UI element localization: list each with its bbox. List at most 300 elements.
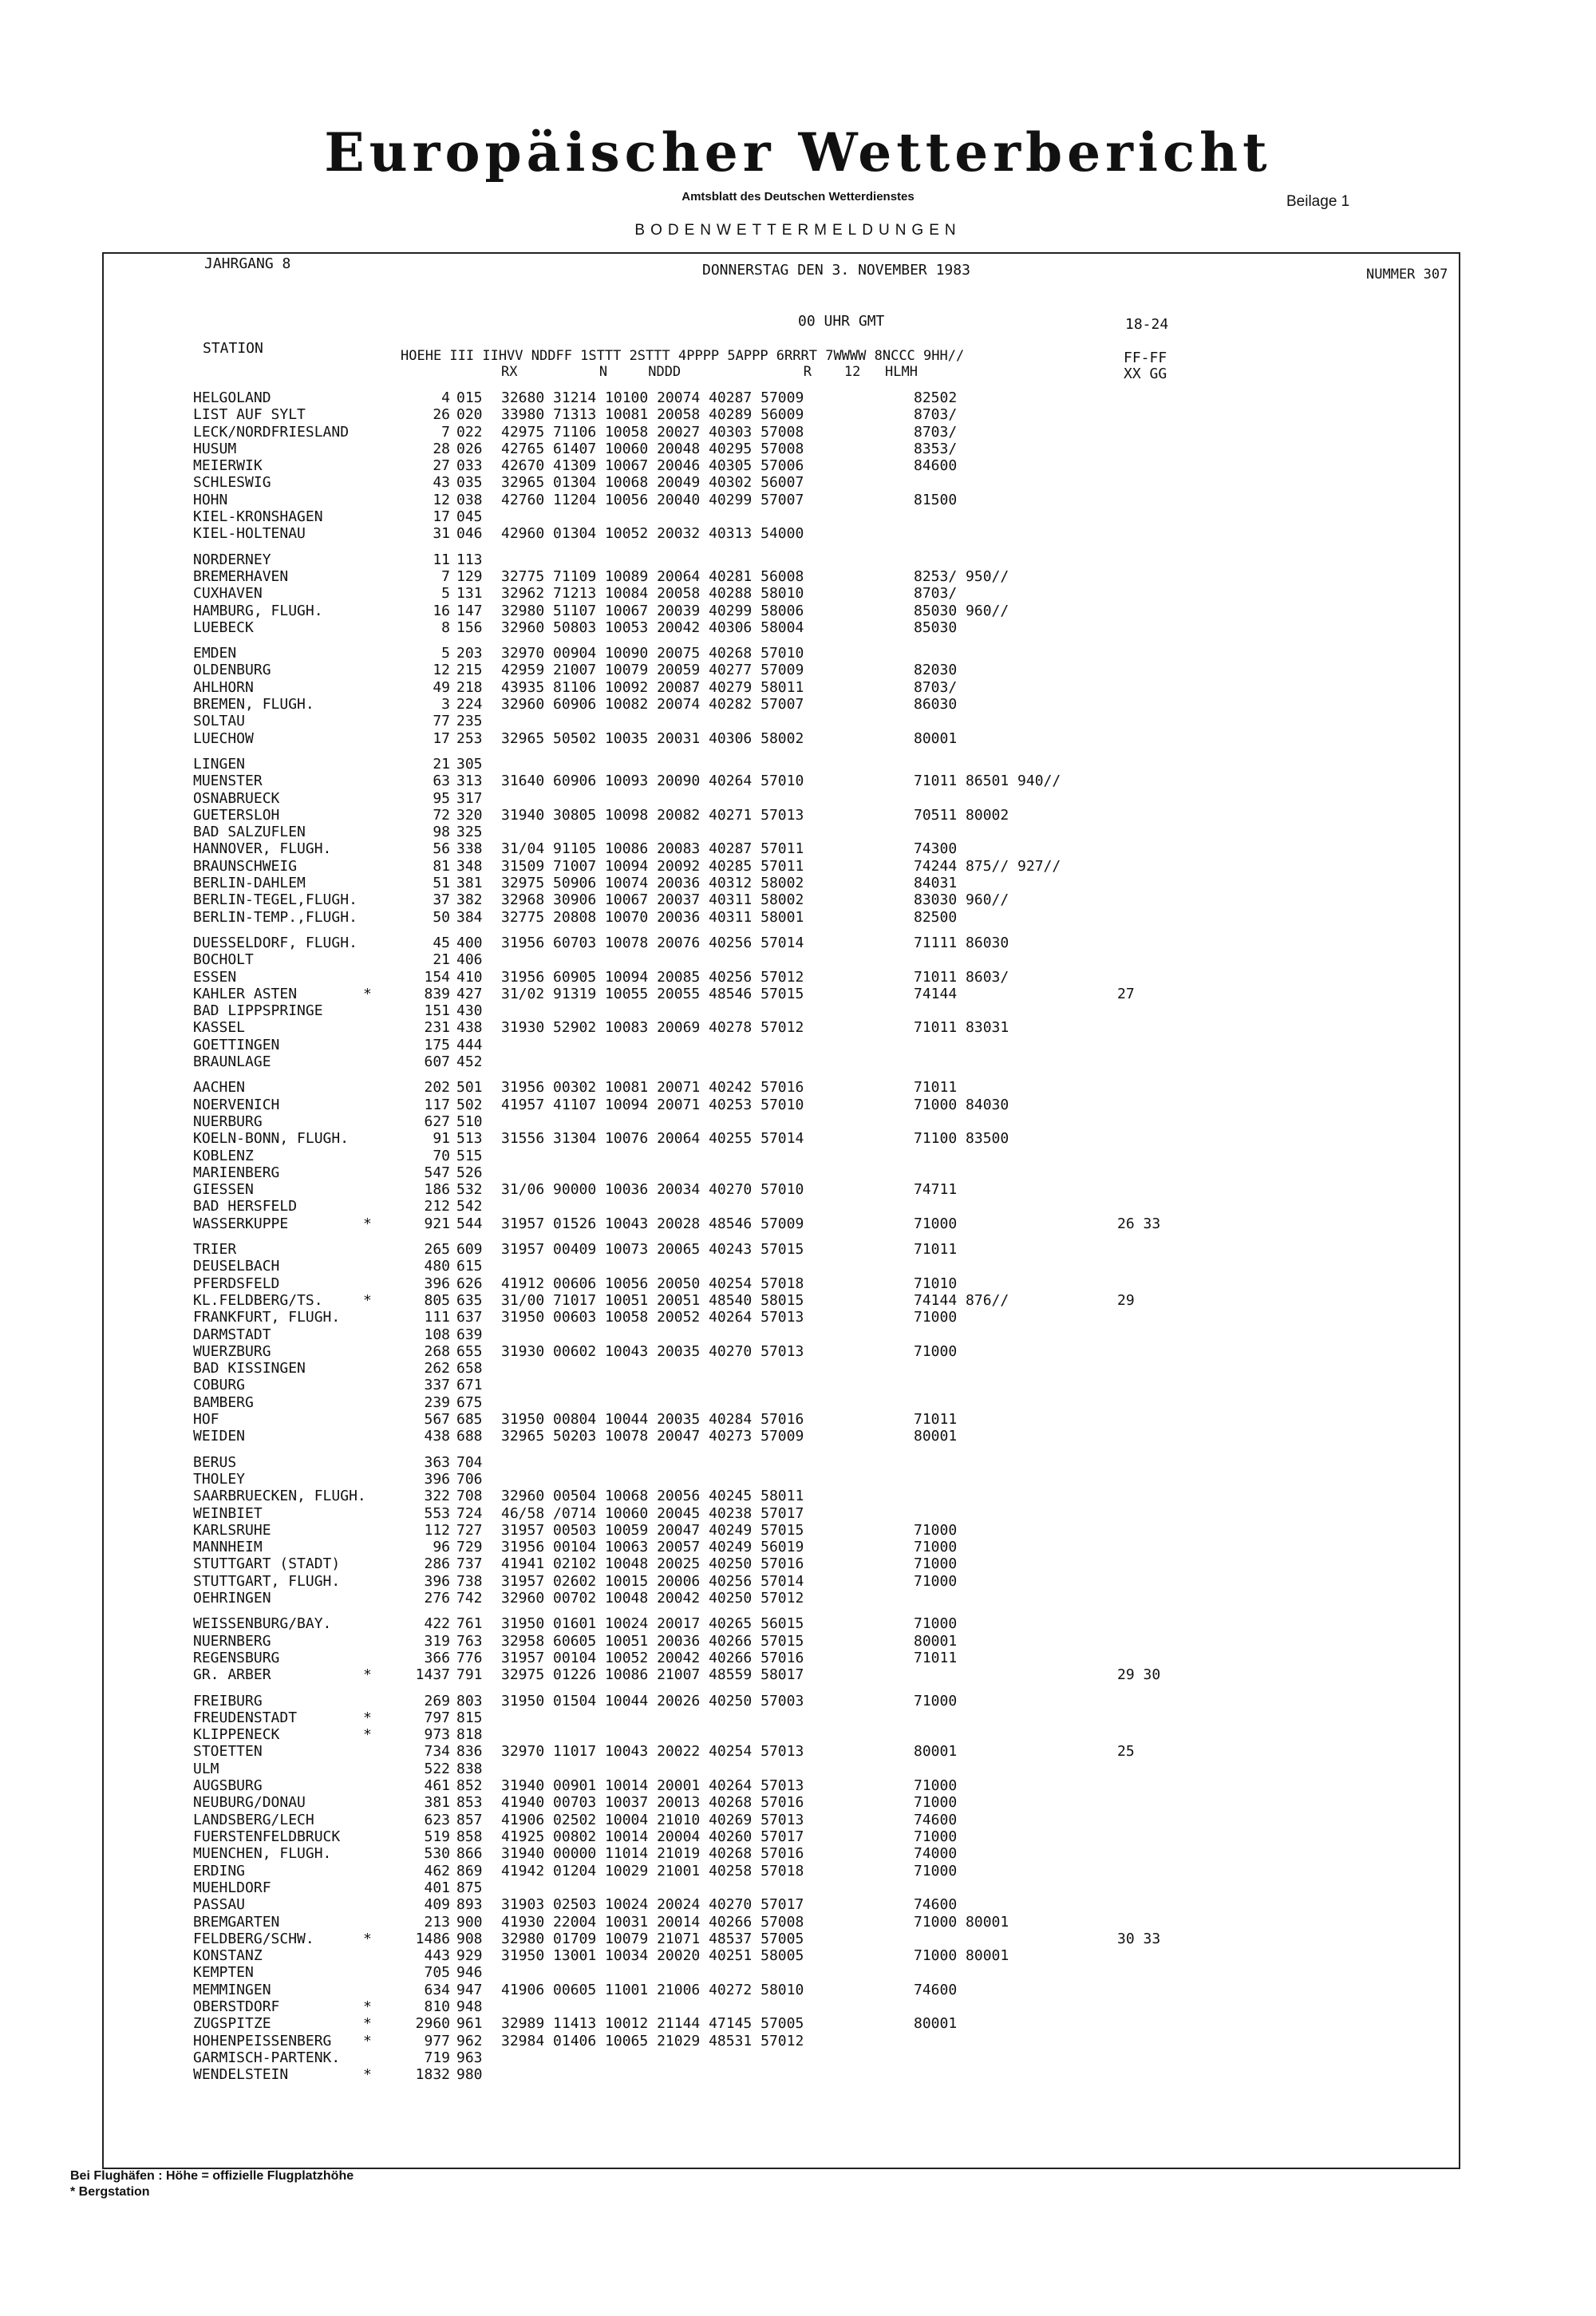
station-height: 37 [433,891,450,908]
station-height: 719 [424,2049,450,2066]
synop-codes: 31556 31304 10076 20064 40255 57014 [501,1130,804,1147]
station-number: 838 [456,1761,483,1777]
station-number: 313 [456,773,483,789]
station-name: OSNABRUECK [193,790,280,807]
station-number: 946 [456,1964,483,1981]
synop-codes: 32958 60605 10051 20036 40266 57015 [501,1633,804,1650]
station-name: GOETTINGEN [193,1037,280,1053]
synop-codes: 31950 00804 10044 20035 40284 57016 [501,1411,804,1428]
station-number: 444 [456,1037,483,1053]
station-number: 015 [456,389,483,406]
station-height: 443 [424,1947,450,1964]
station-number: 502 [456,1097,483,1113]
extra-groups: 71000 [914,1309,958,1326]
station-number: 406 [456,951,483,968]
station-height: 322 [424,1488,450,1504]
station-height: 705 [424,1964,450,1981]
station-name: OBERSTDORF [193,1998,280,2015]
mountain-station-marker: * [363,1726,372,1743]
station-name: REGENSBURG [193,1650,280,1666]
station-name: MEMMINGEN [193,1982,271,1998]
station-height: 396 [424,1471,450,1488]
synop-codes: 31940 30805 10098 20082 40271 57013 [501,807,804,824]
extra-groups: 80001 [914,730,958,747]
station-height: 530 [424,1845,450,1862]
synop-codes: 32970 00904 10090 20075 40268 57010 [501,645,804,662]
extra-groups: 71000 80001 [914,1947,1009,1964]
station-number: 947 [456,1982,483,1998]
synop-codes: 31940 00000 11014 21019 40268 57016 [501,1845,804,1862]
station-height: 231 [424,1019,450,1036]
station-height: 810 [424,1998,450,2015]
station-name: KEMPTEN [193,1964,254,1981]
extra-groups: 74300 [914,840,958,857]
station-height: 363 [424,1454,450,1471]
mountain-station-marker: * [363,986,372,1002]
extra-groups: 74000 [914,1845,958,1862]
station-name: HAMBURG, FLUGH. [193,603,323,619]
station-height: 17 [433,730,450,747]
synop-codes: 31957 02602 10015 20006 40256 57014 [501,1573,804,1590]
synop-codes: 31640 60906 10093 20090 40264 57010 [501,773,804,789]
station-name: PASSAU [193,1896,246,1913]
extra-groups: 71011 [914,1650,958,1666]
station-name: TRIER [193,1241,237,1258]
station-name: MARIENBERG [193,1164,280,1181]
station-name: ZUGSPITZE [193,2015,271,2032]
extra-groups: 71000 [914,1539,958,1555]
station-name: NORDERNEY [193,551,271,568]
station-number: 253 [456,730,483,747]
station-number: 129 [456,568,483,585]
synop-codes: 41957 41107 10094 20071 40253 57010 [501,1097,804,1113]
station-height: 21 [433,951,450,968]
station-height: 95 [433,790,450,807]
wind-gusts: 27 [1117,986,1135,1002]
station-name: BOCHOLT [193,951,254,968]
extra-groups: 86030 [914,696,958,713]
station-height: 396 [424,1573,450,1590]
station-height: 212 [424,1198,450,1215]
synop-codes: 31957 00503 10059 20047 40249 57015 [501,1522,804,1539]
extra-groups: 80001 [914,1633,958,1650]
station-height: 401 [424,1879,450,1896]
extra-groups: 74244 875// 927// [914,858,1061,875]
page-title: Europäischer Wetterbericht [324,121,1272,184]
station-number: 615 [456,1258,483,1275]
station-number: 729 [456,1539,483,1555]
synop-codes: 31930 00602 10043 20035 40270 57013 [501,1343,804,1360]
station-name: LUECHOW [193,730,254,747]
extra-groups: 71000 84030 [914,1097,1009,1113]
synop-codes: 32980 01709 10079 21071 48537 57005 [501,1931,804,1947]
station-height: 422 [424,1615,450,1632]
station-name: ULM [193,1761,219,1777]
station-number: 452 [456,1053,483,1070]
station-name: NUERBURG [193,1113,263,1130]
station-height: 553 [424,1505,450,1522]
station-name: WUERZBURG [193,1343,271,1360]
extra-groups: 74600 [914,1896,958,1913]
column-header-line2: RX N NDDD R 12 HLMH [501,364,918,380]
extra-groups: 71111 86030 [914,935,1009,951]
page-subtitle: Amtsblatt des Deutschen Wetterdienstes [681,190,915,204]
station-number: 501 [456,1079,483,1096]
station-height: 151 [424,1002,450,1019]
station-number: 853 [456,1794,483,1811]
station-number: 156 [456,619,483,636]
station-name: BAD HERSFELD [193,1198,298,1215]
station-number: 022 [456,424,483,441]
station-height: 567 [424,1411,450,1428]
station-name: WASSERKUPPE [193,1215,289,1232]
mountain-station-marker: * [363,1292,372,1309]
station-height: 337 [424,1377,450,1393]
station-name: HANNOVER, FLUGH. [193,840,332,857]
station-number: 763 [456,1633,483,1650]
station-name: AUGSBURG [193,1777,263,1794]
station-name: SAARBRUECKEN, FLUGH. [193,1488,366,1504]
synop-codes: 41930 22004 10031 20014 40266 57008 [501,1914,804,1931]
station-number: 215 [456,662,483,678]
station-name: MUENCHEN, FLUGH. [193,1845,332,1862]
station-name: BERUS [193,1454,237,1471]
synop-codes: 31956 00104 10063 20057 40249 56019 [501,1539,804,1555]
station-name: NEUBURG/DONAU [193,1794,306,1811]
station-height: 63 [433,773,450,789]
station-height: 98 [433,824,450,840]
station-number: 427 [456,986,483,1002]
station-number: 818 [456,1726,483,1743]
station-number: 929 [456,1947,483,1964]
station-number: 218 [456,679,483,696]
observation-time: 00 UHR GMT [798,313,885,330]
mountain-station-marker: * [363,1215,372,1232]
station-height: 16 [433,603,450,619]
synop-codes: 42760 11204 10056 20040 40299 57007 [501,492,804,508]
station-number: 410 [456,969,483,986]
station-height: 5 [441,585,450,602]
station-height: 627 [424,1113,450,1130]
extra-groups: 8703/ [914,424,958,441]
station-height: 154 [424,969,450,986]
synop-codes: 31950 01504 10044 20026 40250 57003 [501,1693,804,1709]
station-name: MUEHLDORF [193,1879,271,1896]
station-name: KIEL-HOLTENAU [193,525,306,542]
station-number: 113 [456,551,483,568]
station-name: HOF [193,1411,219,1428]
station-name: HUSUM [193,441,237,457]
station-name: DEUSELBACH [193,1258,280,1275]
extra-groups: 71000 [914,1794,958,1811]
beilage-label: Beilage 1 [1286,193,1350,210]
extra-groups: 71100 83500 [914,1130,1009,1147]
extra-groups: 71000 [914,1573,958,1590]
station-name: PFERDSFELD [193,1275,280,1292]
synop-codes: 32965 01304 10068 20049 40302 56007 [501,474,804,491]
station-number: 033 [456,457,483,474]
station-name: CUXHAVEN [193,585,263,602]
extra-groups: 80001 [914,1428,958,1445]
station-name: SOLTAU [193,713,246,729]
station-name: SCHLESWIG [193,474,271,491]
station-number: 224 [456,696,483,713]
synop-codes: 31956 60905 10094 20085 40256 57012 [501,969,804,986]
station-number: 325 [456,824,483,840]
station-number: 742 [456,1590,483,1607]
station-name: GR. ARBER [193,1666,271,1683]
extra-groups: 71011 83031 [914,1019,1009,1036]
station-height: 91 [433,1130,450,1147]
station-name: FRANKFURT, FLUGH. [193,1309,341,1326]
station-name: KLIPPENECK [193,1726,280,1743]
station-height: 12 [433,492,450,508]
station-name: GUETERSLOH [193,807,280,824]
station-height: 319 [424,1633,450,1650]
station-height: 409 [424,1896,450,1913]
period-label: 18-24 [1125,316,1169,333]
station-height: 3 [441,696,450,713]
station-name: BREMEN, FLUGH. [193,696,314,713]
synop-codes: 42975 71106 10058 20027 40303 57008 [501,424,804,441]
synop-codes: 41912 00606 10056 20050 40254 57018 [501,1275,804,1292]
station-height: 51 [433,875,450,891]
extra-groups: 71000 [914,1828,958,1845]
station-number: 727 [456,1522,483,1539]
station-height: 81 [433,858,450,875]
station-name: BERLIN-TEGEL,FLUGH. [193,891,358,908]
station-name: LINGEN [193,756,246,773]
extra-groups: 71000 [914,1863,958,1879]
station-height: 72 [433,807,450,824]
synop-codes: 32975 50906 10074 20036 40312 58002 [501,875,804,891]
station-height: 56 [433,840,450,857]
extra-groups: 71000 [914,1215,958,1232]
column-ff2: XX GG [1124,366,1167,382]
station-number: 738 [456,1573,483,1590]
station-name: KAHLER ASTEN [193,986,298,1002]
synop-codes: 32680 31214 10100 20074 40287 57009 [501,389,804,406]
station-number: 961 [456,2015,483,2032]
station-number: 893 [456,1896,483,1913]
station-number: 338 [456,840,483,857]
station-name: ESSEN [193,969,237,986]
station-name: MANNHEIM [193,1539,263,1555]
synop-codes: 31956 00302 10081 20071 40242 57016 [501,1079,804,1096]
station-height: 21 [433,756,450,773]
extra-groups: 81500 [914,492,958,508]
station-height: 1486 [415,1931,450,1947]
synop-codes: 31/00 71017 10051 20051 48540 58015 [501,1292,804,1309]
station-number: 737 [456,1555,483,1572]
station-height: 45 [433,935,450,951]
station-number: 513 [456,1130,483,1147]
station-height: 77 [433,713,450,729]
station-number: 655 [456,1343,483,1360]
station-name: FREIBURG [193,1693,263,1709]
wind-gusts: 26 33 [1117,1215,1161,1232]
synop-codes: 42960 01304 10052 20032 40313 54000 [501,525,804,542]
station-height: 623 [424,1812,450,1828]
station-name: STUTTGART (STADT) [193,1555,341,1572]
station-number: 671 [456,1377,483,1393]
station-name: WEIDEN [193,1428,246,1445]
station-name: KASSEL [193,1019,246,1036]
synop-codes: 32775 20808 10070 20036 40311 58001 [501,909,804,926]
station-number: 815 [456,1709,483,1726]
station-height: 462 [424,1863,450,1879]
synop-codes: 31940 00901 10014 20001 40264 57013 [501,1777,804,1794]
station-number: 637 [456,1309,483,1326]
wind-gusts: 25 [1117,1743,1135,1760]
station-name: OEHRINGEN [193,1590,271,1607]
station-name: BAD KISSINGEN [193,1360,306,1377]
synop-codes: 42765 61407 10060 20048 40295 57008 [501,441,804,457]
station-height: 366 [424,1650,450,1666]
station-number: 704 [456,1454,483,1471]
station-height: 269 [424,1693,450,1709]
station-number: 685 [456,1411,483,1428]
station-name: WEISSENBURG/BAY. [193,1615,332,1632]
issue-number: NUMMER 307 [1366,267,1448,283]
station-name: COBURG [193,1377,246,1393]
synop-codes: 32775 71109 10089 20064 40281 56008 [501,568,804,585]
station-height: 50 [433,909,450,926]
synop-codes: 32989 11413 10012 21144 47145 57005 [501,2015,804,2032]
station-name: AHLHORN [193,679,254,696]
station-number: 900 [456,1914,483,1931]
station-height: 112 [424,1522,450,1539]
station-number: 724 [456,1505,483,1522]
synop-codes: 31950 00603 10058 20052 40264 57013 [501,1309,804,1326]
station-number: 046 [456,525,483,542]
station-number: 791 [456,1666,483,1683]
station-height: 7 [441,568,450,585]
station-name: WEINBIET [193,1505,263,1522]
station-number: 430 [456,1002,483,1019]
station-height: 2960 [415,2015,450,2032]
station-name: THOLEY [193,1471,246,1488]
station-name: EMDEN [193,645,237,662]
station-height: 396 [424,1275,450,1292]
station-name: HELGOLAND [193,389,271,406]
station-height: 8 [441,619,450,636]
station-name: MUENSTER [193,773,263,789]
station-name: WENDELSTEIN [193,2066,289,2083]
station-number: 400 [456,935,483,951]
synop-codes: 32960 00702 10048 20042 40250 57012 [501,1590,804,1607]
station-name: DARMSTADT [193,1326,271,1343]
extra-groups: 71000 [914,1555,958,1572]
station-height: 438 [424,1428,450,1445]
station-height: 49 [433,679,450,696]
station-name: BRAUNSCHWEIG [193,858,298,875]
station-height: 1437 [415,1666,450,1683]
synop-codes: 31930 52902 10083 20069 40278 57012 [501,1019,804,1036]
extra-groups: 71000 [914,1777,958,1794]
station-number: 235 [456,713,483,729]
station-number: 908 [456,1931,483,1947]
station-number: 038 [456,492,483,508]
station-number: 761 [456,1615,483,1632]
extra-groups: 83030 960// [914,891,1009,908]
station-number: 131 [456,585,483,602]
station-name: KONSTANZ [193,1947,263,1964]
station-height: 7 [441,424,450,441]
station-height: 276 [424,1590,450,1607]
extra-groups: 71000 [914,1343,958,1360]
station-number: 980 [456,2066,483,2083]
extra-groups: 70511 80002 [914,807,1009,824]
extra-groups: 74144 [914,986,958,1002]
station-name: GARMISCH-PARTENK. [193,2049,341,2066]
footnote-airport: Bei Flughäfen : Höhe = offizielle Flugplatzhöhe [70,2169,354,2183]
station-name: NUERNBERG [193,1633,271,1650]
station-number: 866 [456,1845,483,1862]
synop-codes: 42670 41309 10067 20046 40305 57006 [501,457,804,474]
station-number: 317 [456,790,483,807]
extra-groups: 8253/ 950// [914,568,1009,585]
synop-codes: 31950 01601 10024 20017 40265 56015 [501,1615,804,1632]
station-height: 265 [424,1241,450,1258]
station-height: 522 [424,1761,450,1777]
station-number: 948 [456,1998,483,2015]
synop-codes: 32965 50502 10035 20031 40306 58002 [501,730,804,747]
station-number: 675 [456,1394,483,1411]
station-height: 1832 [415,2066,450,2083]
station-name: KOBLENZ [193,1148,254,1164]
station-height: 973 [424,1726,450,1743]
station-height: 175 [424,1037,450,1053]
station-name: BREMGARTEN [193,1914,280,1931]
extra-groups: 84600 [914,457,958,474]
mountain-station-marker: * [363,1931,372,1947]
station-name: KARLSRUHE [193,1522,271,1539]
station-number: 706 [456,1471,483,1488]
station-height: 4 [441,389,450,406]
station-number: 020 [456,406,483,423]
extra-groups: 71011 86501 940// [914,773,1061,789]
station-name: BAD LIPPSPRINGE [193,1002,323,1019]
extra-groups: 80001 [914,1743,958,1760]
synop-codes: 31509 71007 10094 20092 40285 57011 [501,858,804,875]
section-heading: BODENWETTERMELDUNGEN [634,222,962,239]
mountain-station-marker: * [363,1709,372,1726]
synop-codes: 31/04 91105 10086 20083 40287 57011 [501,840,804,857]
extra-groups: 8703/ [914,585,958,602]
synop-codes: 41925 00802 10014 20004 40260 57017 [501,1828,804,1845]
station-height: 805 [424,1292,450,1309]
synop-codes: 41940 00703 10037 20013 40268 57016 [501,1794,804,1811]
extra-groups: 82502 [914,389,958,406]
synop-codes: 32960 00504 10068 20056 40245 58011 [501,1488,804,1504]
station-name: AACHEN [193,1079,246,1096]
station-number: 045 [456,508,483,525]
station-number: 542 [456,1198,483,1215]
synop-codes: 31/02 91319 10055 20055 48546 57015 [501,986,804,1002]
extra-groups: 74711 [914,1181,958,1198]
mountain-station-marker: * [363,2015,372,2032]
station-number: 658 [456,1360,483,1377]
station-number: 963 [456,2049,483,2066]
station-name: LECK/NORDFRIESLAND [193,424,350,441]
wind-gusts: 29 [1117,1292,1135,1309]
station-name: FREUDENSTADT [193,1709,298,1726]
station-number: 544 [456,1215,483,1232]
jahrgang: JAHRGANG 8 [204,255,291,272]
extra-groups: 71000 [914,1693,958,1709]
station-name: GIESSEN [193,1181,254,1198]
